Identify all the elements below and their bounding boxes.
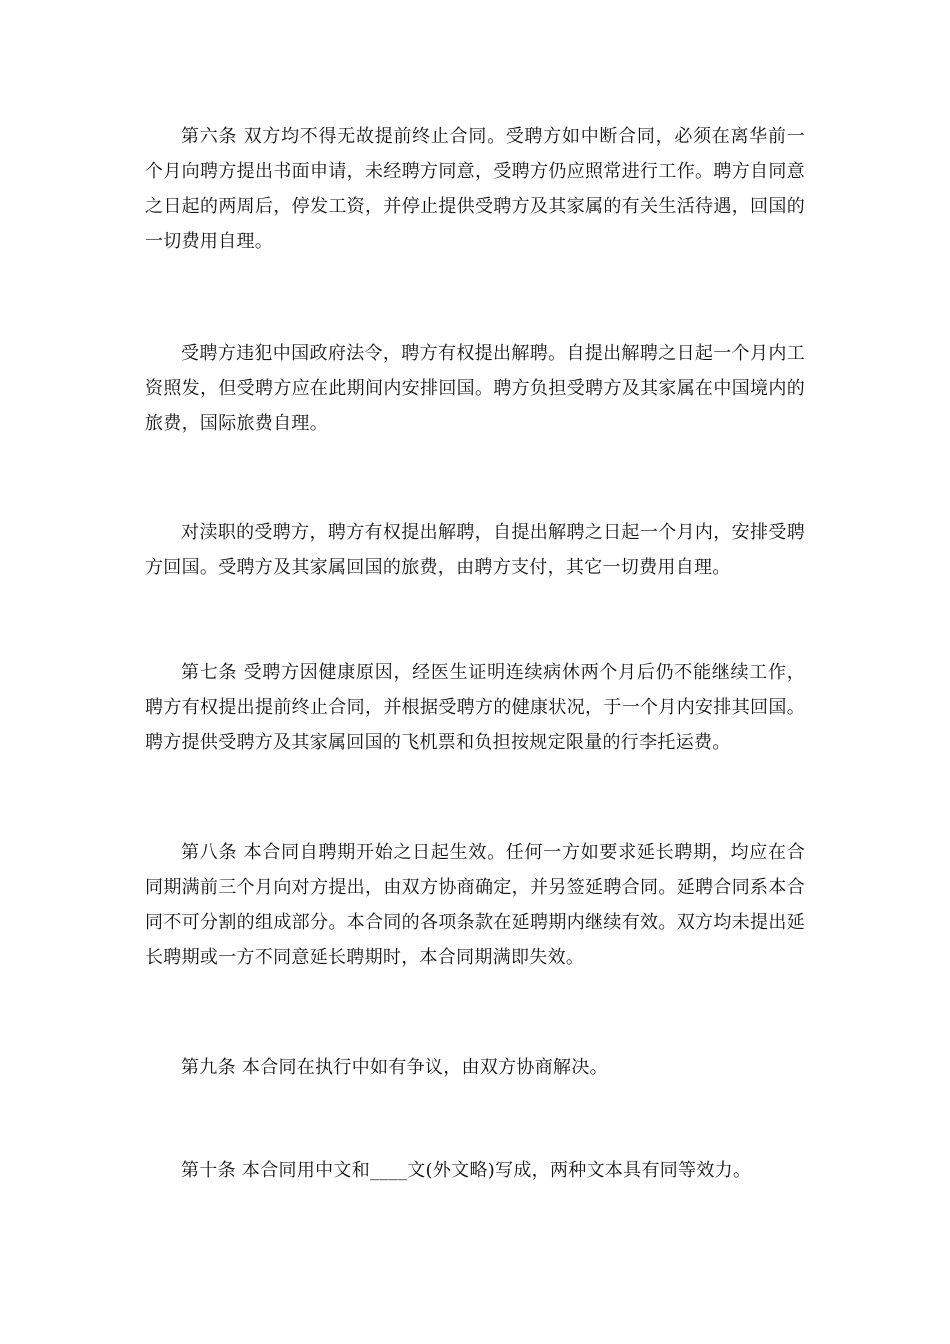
paragraph-article-9: 第九条 本合同在执行中如有争议，由双方协商解决。: [181, 1057, 608, 1078]
paragraph-article-7: 第七条 受聘方因健康原因，经医生证明连续病休两个月后仍不能继续工作，聘方有权提出提前终止合同，并根据受聘方的健康状况，于一个月内安排其回国。聘方提供受聘方及其家属回国的飞机票和负担按规定限量的行李托运费。: [145, 662, 805, 753]
paragraph-violation-dismissal: 受聘方违犯中国政府法令，聘方有权提出解聘。自提出解聘之日起一个月内工资照发，但受聘方应在此期间内安排回国。聘方负担受聘方及其家属在中国境内的旅费，国际旅费自理。: [145, 343, 805, 434]
paragraph-negligence-dismissal: 对渎职的受聘方，聘方有权提出解聘，自提出解聘之日起一个月内，安排受聘方回国。受聘方及其家属回国的旅费，由聘方支付，其它一切费用自理。: [145, 522, 805, 578]
paragraph-article-10: 第十条 本合同用中文和____文(外文略)写成，两种文本具有同等效力。: [181, 1160, 752, 1181]
paragraph-article-6: 第六条 双方均不得无故提前终止合同。受聘方如中断合同，必须在离华前一个月向聘方提出书面申请，未经聘方同意，受聘方仍应照常进行工作。聘方自同意之日起的两周后，停发工资，并停止提供受聘方及其家属的有关生活待遇，回国的一切费用自理。: [145, 126, 805, 252]
paragraph-article-8: 第八条 本合同自聘期开始之日起生效。任何一方如要求延长聘期，均应在合同期满前三个月向对方提出，由双方协商确定，并另签延聘合同。延聘合同系本合同不可分割的组成部分。本合同的各项条款在延聘期内继续有效。双方均未提出延长聘期或一方不同意延长聘期时，本合同期满即失效。: [145, 842, 805, 968]
